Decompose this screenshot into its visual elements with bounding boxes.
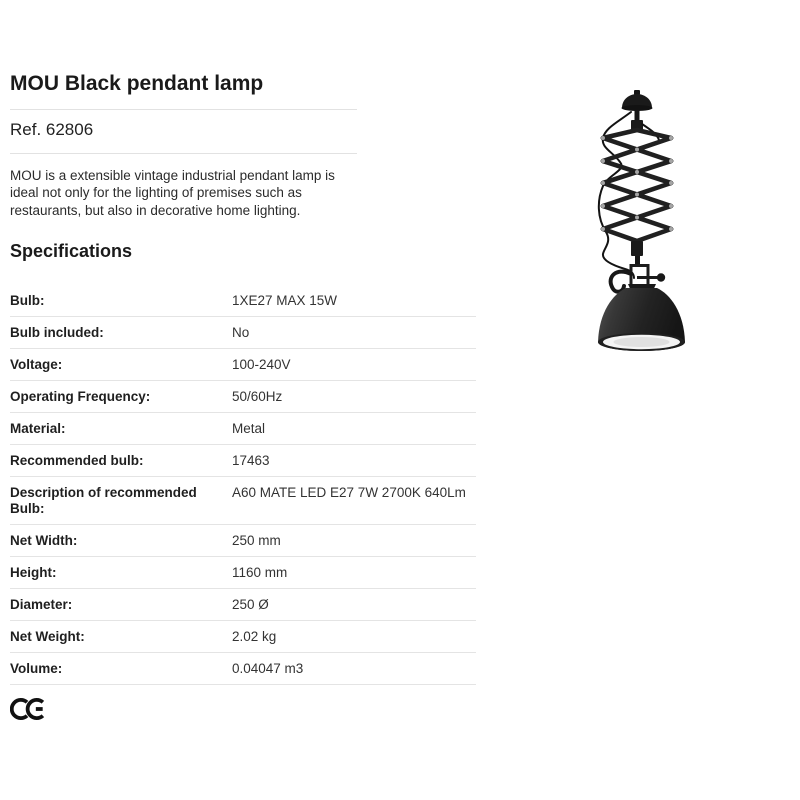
- spec-row-volume: [10, 653, 476, 685]
- spec-label: Bulb included:: [10, 325, 104, 341]
- spec-value: No: [232, 325, 250, 341]
- spec-value: Metal: [232, 421, 266, 437]
- spec-label: Net Weight:: [10, 629, 85, 645]
- scissor-rivets: [601, 136, 673, 231]
- spec-value: 2.02 kg: [232, 629, 277, 645]
- spec-label: Description of recommended Bulb:: [10, 485, 197, 517]
- spec-row-recommended-bulb: [10, 445, 476, 477]
- lamp-canopy: [622, 90, 653, 130]
- spec-label: Volume:: [10, 661, 63, 677]
- spec-label: Height:: [10, 565, 57, 581]
- spec-label: Diameter:: [10, 597, 73, 613]
- spec-value: 1XE27 MAX 15W: [232, 293, 338, 309]
- spec-value: 250 Ø: [232, 597, 269, 613]
- ce-mark-icon: [10, 695, 476, 728]
- specifications-table: [10, 285, 476, 685]
- product-sheet: [10, 72, 476, 728]
- spec-value: 17463: [232, 453, 270, 469]
- spec-row-bulb-included: [10, 317, 476, 349]
- spec-label: Voltage:: [10, 357, 63, 373]
- spec-value: 1160 mm: [232, 565, 288, 581]
- spec-row-net-width: [10, 525, 476, 557]
- spec-value: 250 mm: [232, 533, 281, 549]
- product-title: MOU Black pendant lamp: [10, 72, 264, 95]
- lamp-scissor-mechanism: [603, 130, 671, 241]
- spec-value: 50/60Hz: [232, 389, 283, 405]
- spec-row-bulb: [10, 285, 476, 317]
- spec-label: Bulb:: [10, 293, 45, 309]
- spec-row-voltage: [10, 349, 476, 381]
- spec-row-material: [10, 413, 476, 445]
- spec-label: Net Width:: [10, 533, 78, 549]
- lamp-shade: [598, 288, 685, 351]
- spec-row-height: [10, 557, 476, 589]
- spec-row-diameter: [10, 589, 476, 621]
- spec-row-operating-frequency: [10, 381, 476, 413]
- spec-label: Operating Frequency:: [10, 389, 151, 405]
- product-reference: Ref. 62806: [10, 120, 94, 139]
- spec-row-net-weight: [10, 621, 476, 653]
- spec-value: 0.04047 m3: [232, 661, 304, 677]
- spec-row-recommended-bulb-description: [10, 477, 476, 525]
- spec-label: Material:: [10, 421, 66, 437]
- spec-label: Recommended bulb:: [10, 453, 144, 469]
- spec-value: A60 MATE LED E27 7W 2700K 640Lm: [232, 485, 466, 501]
- specifications-heading: Specifications: [10, 241, 133, 262]
- product-image: [575, 88, 705, 368]
- divider: [10, 153, 357, 154]
- product-description: MOU is a extensible vintage industrial pendant lamp is ideal not only for the lighting of premises such as restaurants, but also in decorative home lighting.: [10, 168, 335, 218]
- spec-value: 100-240V: [232, 357, 291, 373]
